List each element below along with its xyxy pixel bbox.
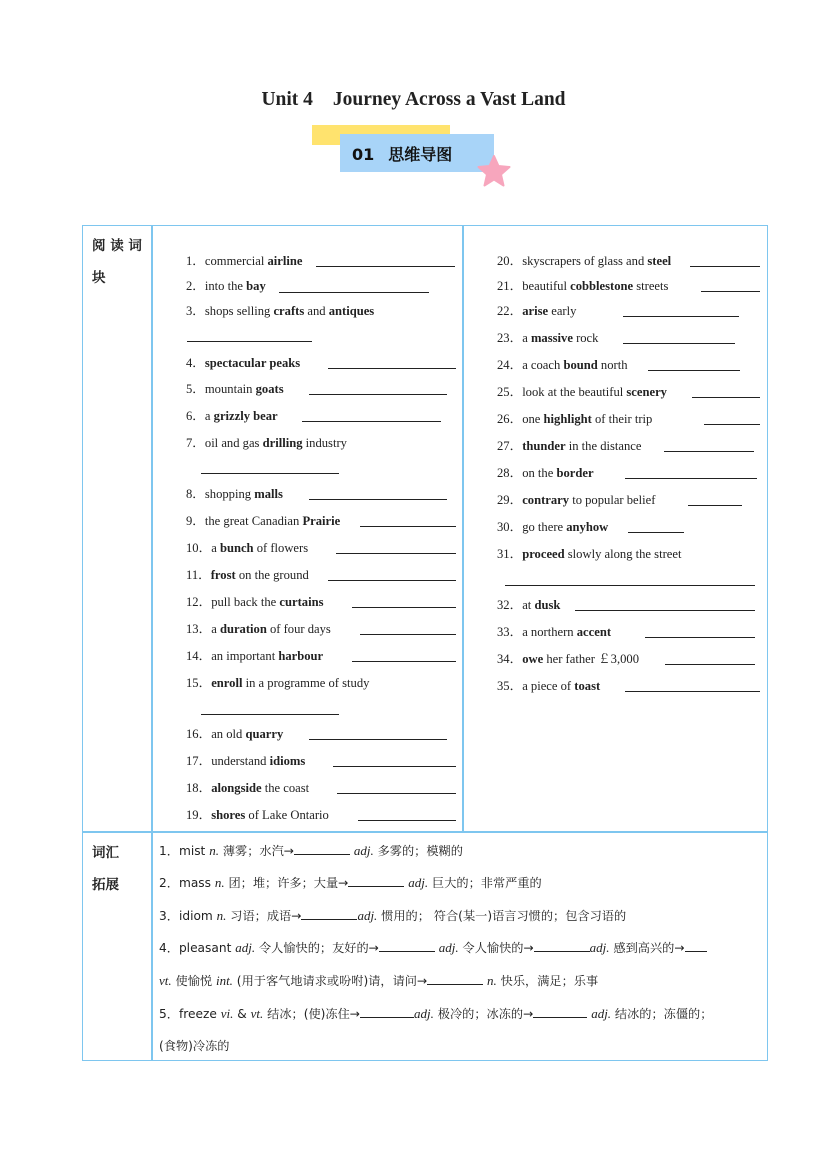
answer-blank[interactable] (279, 292, 429, 293)
banner-number: 01 (352, 145, 375, 164)
phrase-item: 3．shops selling crafts and antiques (186, 304, 375, 318)
answer-blank[interactable] (533, 1006, 587, 1018)
phrase-item: 31．proceed slowly along the street (497, 547, 682, 561)
phrase-item: 7．oil and gas drilling industry (186, 436, 347, 450)
table-row-divider (82, 831, 768, 833)
phrase-item: 32．at dusk (497, 598, 561, 612)
answer-blank[interactable] (201, 473, 339, 474)
phrase-item: 21．beautiful cobblestone streets (497, 279, 669, 293)
phrase-item: 25．look at the beautiful scenery (497, 385, 667, 399)
phrase-item: 19．shores of Lake Ontario (186, 808, 329, 822)
phrase-item: 12．pull back the curtains (186, 595, 324, 609)
vocab-line: vt. 使愉悦 int. (用于客气地请求或吩咐)请，请问→ n. 快乐，满足；乐事 (159, 973, 599, 988)
answer-blank[interactable] (309, 739, 447, 740)
unit-number: Unit 4 (261, 89, 313, 110)
answer-blank[interactable] (648, 370, 740, 371)
banner-text (352, 142, 452, 165)
answer-blank[interactable] (625, 691, 760, 692)
answer-blank[interactable] (645, 637, 755, 638)
phrase-item: 10．a bunch of flowers (186, 541, 309, 555)
answer-blank[interactable] (316, 266, 455, 267)
phrase-item: 24．a coach bound north (497, 358, 628, 372)
phrase-item: 9．the great Canadian Prairie (186, 514, 341, 528)
phrase-item: 29．contrary to popular belief (497, 493, 656, 507)
table-mid-divider (462, 225, 464, 832)
phrase-item: 4．spectacular peaks (186, 356, 301, 370)
answer-blank[interactable] (352, 607, 456, 608)
phrase-item: 22．arise early (497, 304, 577, 318)
vocab-line: 4．pleasant adj. 令人愉快的；友好的→ adj. 令人愉快的→ adj. 感到高兴的→ (159, 940, 707, 955)
answer-blank[interactable] (302, 421, 441, 422)
banner-label: 思维导图 (388, 145, 453, 164)
answer-blank[interactable] (701, 291, 760, 292)
answer-blank[interactable] (358, 820, 456, 821)
answer-blank[interactable] (623, 343, 735, 344)
answer-blank[interactable] (360, 1006, 414, 1018)
phrase-item: 23．a massive rock (497, 331, 599, 345)
phrase-item: 11．frost on the ground (186, 568, 309, 582)
phrase-item: 8．shopping malls (186, 487, 283, 501)
vocab-line: 1．mist n. 薄雾；水汽→ adj. 多雾的；模糊的 (159, 843, 463, 858)
reading-label-cont: 块 (92, 270, 106, 286)
page-title (0, 89, 827, 111)
answer-blank[interactable] (379, 940, 435, 952)
answer-blank[interactable] (352, 661, 456, 662)
answer-blank[interactable] (427, 973, 483, 985)
unit-name: Journey Across a Vast Land (332, 89, 566, 110)
answer-blank[interactable] (333, 766, 456, 767)
phrase-item: 16．an old quarry (186, 727, 284, 741)
answer-blank[interactable] (575, 610, 755, 611)
answer-blank[interactable] (623, 316, 739, 317)
phrase-item: 2．into the bay (186, 279, 266, 293)
vocab-label: 词汇 (92, 845, 119, 861)
answer-blank[interactable] (328, 580, 456, 581)
answer-blank[interactable] (360, 526, 456, 527)
phrase-item: 26．one highlight of their trip (497, 412, 653, 426)
answer-blank[interactable] (337, 793, 456, 794)
phrase-item: 18．alongside the coast (186, 781, 310, 795)
answer-blank[interactable] (348, 875, 404, 887)
answer-blank[interactable] (328, 368, 456, 369)
answer-blank[interactable] (505, 585, 755, 586)
table-col-divider (151, 225, 153, 1061)
answer-blank[interactable] (201, 714, 339, 715)
answer-blank[interactable] (628, 532, 684, 533)
phrase-item: 1．commercial airline (186, 254, 303, 268)
vocab-table (82, 225, 768, 1061)
answer-blank[interactable] (336, 553, 456, 554)
phrase-item: 17．understand idioms (186, 754, 306, 768)
answer-blank[interactable] (534, 940, 590, 952)
answer-blank[interactable] (690, 266, 760, 267)
phrase-item: 6．a grizzly bear (186, 409, 278, 423)
phrase-item: 27．thunder in the distance (497, 439, 642, 453)
vocab-line: 2．mass n. 团；堆；许多；大量→ adj. 巨大的；非常严重的 (159, 875, 542, 890)
phrase-item: 28．on the border (497, 466, 594, 480)
vocab-line: 5．freeze vi. & vt. 结冰；(使)冻住→ adj. 极冷的；冰冻的→ adj. 结冰的；冻僵的； (159, 1006, 713, 1021)
answer-blank[interactable] (688, 505, 742, 506)
phrase-item: 13．a duration of four days (186, 622, 331, 636)
vocab-line: (食物)冷冻的 (159, 1039, 230, 1053)
phrase-item: 5．mountain goats (186, 382, 284, 396)
phrase-item: 20．skyscrapers of glass and steel (497, 254, 672, 268)
phrase-item: 34．owe her father ￡3,000 (497, 652, 639, 666)
phrase-item: 30．go there anyhow (497, 520, 609, 534)
answer-blank[interactable] (704, 424, 760, 425)
answer-blank[interactable] (301, 908, 357, 920)
section-banner (312, 125, 512, 183)
answer-blank[interactable] (692, 397, 760, 398)
answer-blank[interactable] (309, 499, 447, 500)
reading-label: 阅 读 词 (92, 238, 142, 254)
vocab-label-cont: 拓展 (92, 877, 119, 893)
answer-blank[interactable] (625, 478, 757, 479)
answer-blank[interactable] (664, 451, 754, 452)
answer-blank[interactable] (309, 394, 447, 395)
answer-blank[interactable] (685, 940, 707, 952)
answer-blank[interactable] (360, 634, 456, 635)
answer-blank[interactable] (665, 664, 755, 665)
phrase-item: 14．an important harbour (186, 649, 324, 663)
answer-blank[interactable] (294, 843, 350, 855)
vocab-line: 3．idiom n. 习语；成语→ adj. 惯用的； 符合(某一)语言习惯的；包含习语的 (159, 908, 627, 923)
answer-blank[interactable] (187, 341, 312, 342)
phrase-item: 33．a northern accent (497, 625, 612, 639)
phrase-item: 35．a piece of toast (497, 679, 601, 693)
star-icon (477, 155, 511, 187)
phrase-item: 15．enroll in a programme of study (186, 676, 370, 690)
